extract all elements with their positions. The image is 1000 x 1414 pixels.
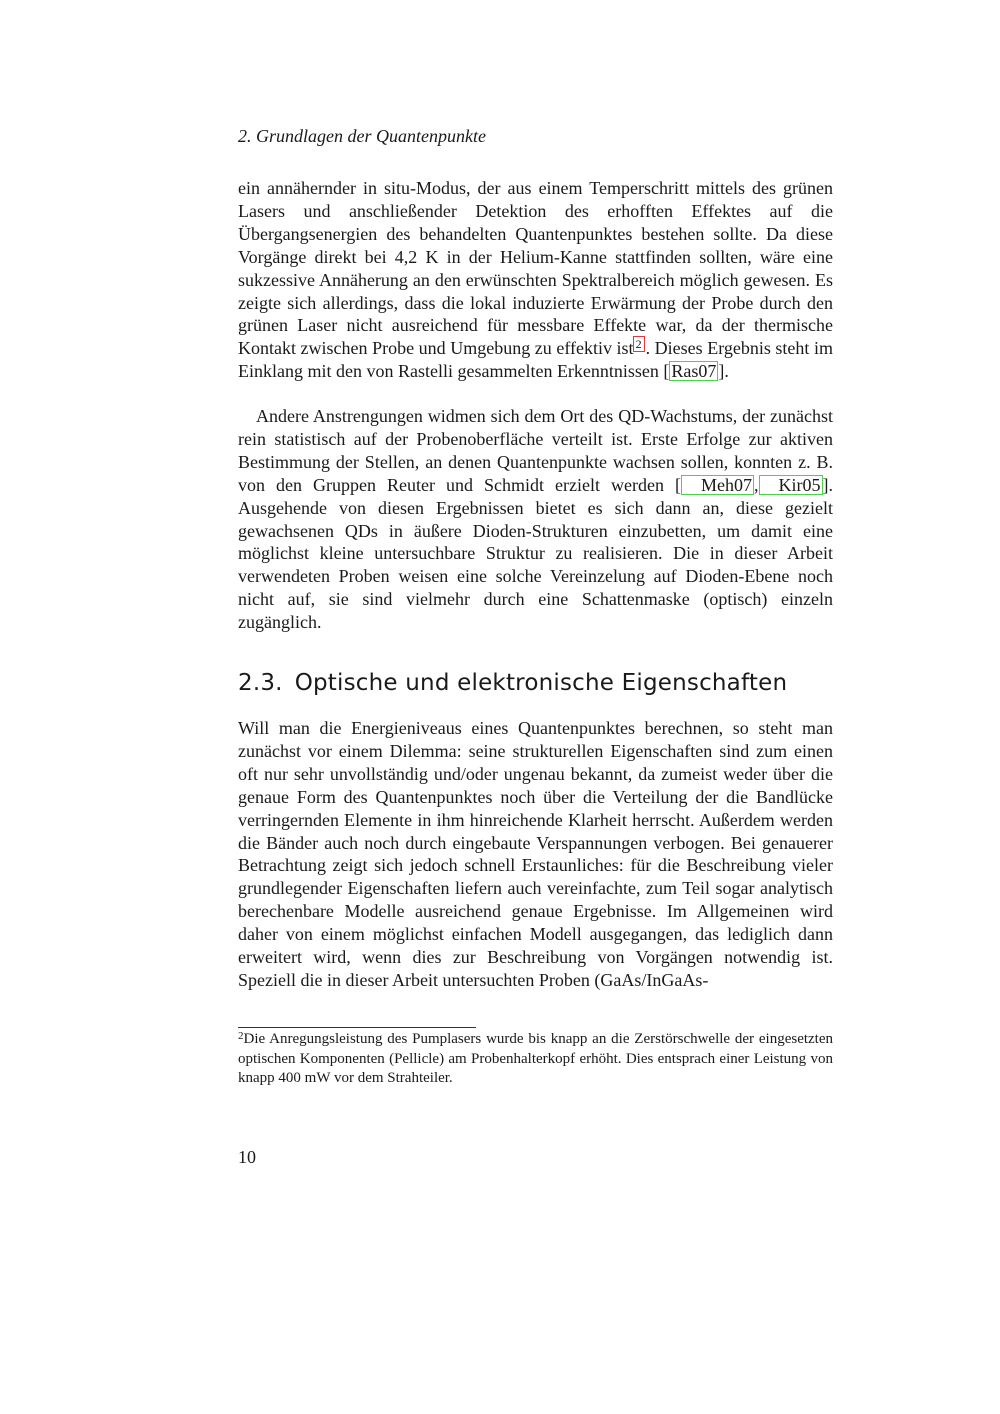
paragraph-2-text: Andere Anstrengungen widmen sich dem Ort des QD-Wachstums, der zunächst rein statistisch auf der Probenoberfläche verteilt ist. Erste Erfolge zur aktiven Bestimmung der Stellen, an denen Quantenpunkte wachsen sollen, konnten z. B. von den Gruppen Reuter und Schmidt erzielt werden xyxy=(238,406,833,495)
footnote-rule xyxy=(238,1027,476,1028)
page-number: 10 xyxy=(238,1147,256,1167)
section-heading xyxy=(238,667,787,699)
section-number: 2.3. xyxy=(238,670,283,696)
paragraph-1-text-cont: . Dieses Ergebnis steht im Einklang mit den von Rastelli gesammelten Erkenntnissen xyxy=(238,338,833,382)
running-header: 2. Grundlagen der Quantenpunkte xyxy=(238,126,486,146)
paragraph-2-text-cont: . Ausgehende von diesen Ergebnissen bietet es sich dann an, diese gezielt gewachsenen QDs in äußere Dioden-Strukturen einzubetten, um damit eine möglichst kleine untersuchbare Struktur zu realisieren. Die in dieser Arbeit verwendeten Proben weisen eine solche Vereinzelung auf Dioden-Ebene noch nicht auf, sie sind vielmehr durch eine Schattenmaske (optisch) einzeln zugänglich. xyxy=(238,474,833,633)
footnote-text: Die Anregungsleistung des Pumplasers wurde bis knapp an die Zerstörschwelle der eingesetzten optischen Komponenten (Pellicle) am Probenhalterkopf erhöht. Dies entsprach einer Leistung von knapp 400 mW vor dem Strahteiler. xyxy=(238,1031,833,1086)
footnote-mark: 2 xyxy=(238,1030,244,1042)
citation-kir05[interactable]: Kir05 xyxy=(760,476,822,494)
paragraph-3-text: Will man die Energieniveaus eines Quantenpunktes berechnen, so steht man zunächst vor einem Dilemma: seine strukturellen Eigenschaften sind zum einen oft nur sehr unvollständig und/oder ungenau bekannt, da zumeist weder über die genaue Form des Quantenpunktes noch über die Verteilung der die Bandlücke verringernden Elemente in ihm hinreichende Klarheit herrscht. Außerdem werden die Bänder auch noch durch eingebaute Verspannungen verbogen. Bei genauerer Betrachtung zeigt sich jedoch schnell Erstaunliches: für die Beschreibung vieler grundlegender Eigenschaften liefern auch vereinfachte, zum Teil sogar analytisch berechenbare Modelle ausreichend genaue Ergebnisse. Im Allgemeinen wird daher von einem möglichst einfachen Modell ausgegangen, das lediglich dann erweitert wird, wenn dies zur Beschreibung von Vorgängen notwendig ist. Speziell die in dieser Arbeit untersuchten Proben (GaAs/InGaAs- xyxy=(238,718,833,990)
citation-meh07[interactable]: Meh07 xyxy=(682,476,753,494)
paragraph-3 xyxy=(238,717,833,992)
citation-ras07[interactable]: Ras07 xyxy=(671,361,717,382)
paragraph-1-end: . xyxy=(724,361,729,382)
paragraph-1-text: ein annähernder in situ-Modus, der aus einem Temperschritt mittels des grünen Lasers und anschließender Detektion des erhofften Effektes auf die Übergangsenergien des behandelten Quantenpunktes bestehen sollte. Da diese Vorgänge direkt bei 4,2 K in der Helium-Kanne stattfinden sollten, wäre eine sukzessive Annäherung an den erwünschten Spektralbereich möglich gewesen. Es zeigte sich allerdings, dass die lokal induzierte Erwärmung der Probe durch den grünen Laser nicht ausreichend für messbare Effekte war, da der thermische Kontakt zwischen Probe und Umgebung zu effektiv ist xyxy=(238,178,833,359)
paragraph-1: ein annähernder in situ-Modus, der aus einem Temperschritt mittels des grünen Lasers und anschließender Detektion des erhofften Effektes auf die Übergangsenergien des behandelten Quantenpunktes bestehen sollte. Da diese Vorgänge direkt bei 4,2 K in der Helium-Kanne stattfinden sollten, wäre eine sukzessive Annäherung an den erwünschten Spektralbereich möglich gewesen. Es zeigte sich allerdings, dass die lokal induzierte Erwärmung der Probe durch den grünen Laser nicht ausreichend für messbare Effekte war, da der thermische Kontakt zwischen Probe und Umgebung zu effektiv ist 2 . Dieses Ergebnis steht im Einklang mit den von Rastelli gesammelten Erkenntnissen [ Ras07 ]. xyxy=(238,178,833,382)
section-title: Optische und elektronische Eigenschaften xyxy=(294,670,788,696)
paragraph-2: Andere Anstrengungen widmen sich dem Ort des QD-Wachstums, der zunächst rein statistisch auf der Probenoberfläche verteilt ist. Erste Erfolge zur aktiven Bestimmung der Stellen, an denen Quantenpunkte wachsen sollen, konnten z. B. von den Gruppen Reuter und Schmidt erzielt werden [ Meh07 , Kir05 ]. Ausgehende von diesen Ergebnissen bietet es sich dann an, diese gezielt gewachsenen QDs in äußere Dioden-Strukturen einzubetten, um damit eine möglichst kleine untersuchbare Struktur zu realisieren. Die in dieser Arbeit verwendeten Proben weisen eine solche Vereinzelung auf Dioden-Ebene noch nicht auf, sie sind vielmehr durch eine Schattenmaske (optisch) einzeln zugänglich. xyxy=(238,406,833,633)
footnote-2 xyxy=(238,1030,833,1089)
footnote-ref-2[interactable]: 2 xyxy=(635,337,642,352)
